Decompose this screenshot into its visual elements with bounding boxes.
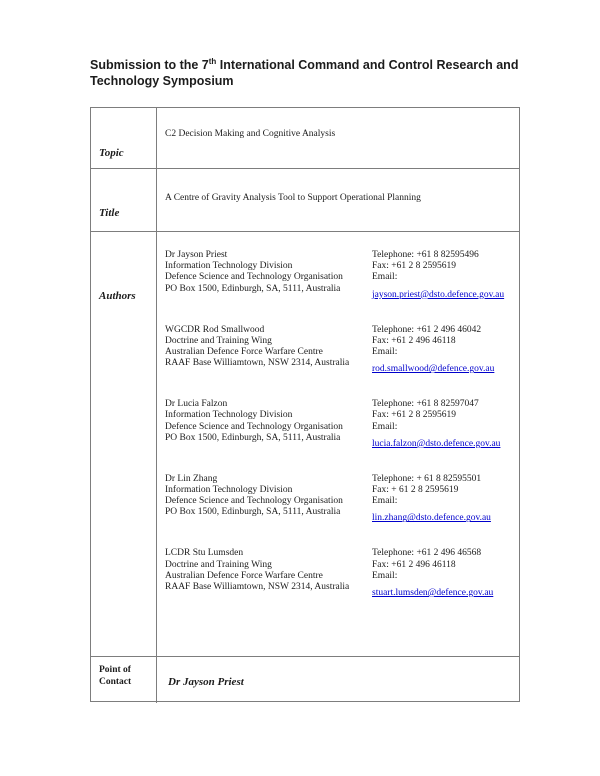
author-unit: Information Technology Division xyxy=(165,410,293,421)
author-organisation: Defence Science and Technology Organisation xyxy=(165,496,343,507)
email-link[interactable]: lucia.falzon@dsto.defence.gov.au xyxy=(372,438,501,449)
author-fax: Fax: +61 2 496 46118 xyxy=(372,335,456,346)
author-entry xyxy=(165,399,511,451)
author-entry xyxy=(165,474,511,526)
author-fax: Fax: +61 2 496 46118 xyxy=(372,559,456,570)
author-contact-block xyxy=(372,474,511,526)
title-value: A Centre of Gravity Analysis Tool to Support Operational Planning xyxy=(165,193,421,203)
author-email-label: Email: xyxy=(372,421,398,432)
author-telephone: Telephone: +61 8 82595496 xyxy=(372,250,479,260)
author-contact-block xyxy=(372,250,511,302)
author-unit: Doctrine and Training Wing xyxy=(165,559,272,570)
author-entry xyxy=(165,325,511,377)
author-unit: Information Technology Division xyxy=(165,261,293,272)
author-telephone: Telephone: +61 2 496 46042 xyxy=(372,324,482,335)
email-link[interactable]: jayson.priest@dsto.defence.gov.au xyxy=(372,289,505,300)
author-address: RAAF Base Williamtown, NSW 2314, Australia xyxy=(165,358,350,369)
email-link[interactable]: lin.zhang@dsto.defence.gov.au xyxy=(372,513,491,524)
author-affiliation-block xyxy=(165,250,372,302)
author-telephone: Telephone: + 61 8 82595501 xyxy=(372,473,482,484)
author-name: WGCDR Rod Smallwood xyxy=(165,324,265,335)
author-affiliation-block xyxy=(165,548,372,600)
row-label-contact: Point of Contact xyxy=(99,665,132,687)
contact-value: Dr Jayson Priest xyxy=(168,676,244,688)
author-organisation: Defence Science and Technology Organisation xyxy=(165,272,343,283)
title-text-rest: International Command and Control Research and Technology Symposium xyxy=(90,58,519,88)
author-organisation: Australian Defence Force Warfare Centre xyxy=(165,570,323,581)
author-address: PO Box 1500, Edinburgh, SA, 5111, Australia xyxy=(165,283,341,294)
topic-value: C2 Decision Making and Cognitive Analysis xyxy=(165,129,336,139)
author-entry xyxy=(165,548,511,600)
author-affiliation-block xyxy=(165,325,372,377)
author-fax: Fax: + 61 2 8 2595619 xyxy=(372,485,459,496)
contact-value-cell xyxy=(157,657,519,703)
row-label-title-cell xyxy=(91,169,157,232)
title-value-cell xyxy=(157,169,519,232)
email-link[interactable]: stuart.lumsden@defence.gov.au xyxy=(372,588,494,599)
author-name: Dr Lucia Falzon xyxy=(165,399,228,410)
row-label-authors: Authors xyxy=(99,290,136,302)
row-label-topic: Topic xyxy=(99,147,124,159)
author-email-label: Email: xyxy=(372,496,398,507)
author-contact-block xyxy=(372,325,511,377)
author-address: PO Box 1500, Edinburgh, SA, 5111, Australia xyxy=(165,507,341,518)
row-label-authors-cell xyxy=(91,232,157,657)
author-unit: Doctrine and Training Wing xyxy=(165,335,272,346)
author-telephone: Telephone: +61 2 496 46568 xyxy=(372,548,482,559)
author-fax: Fax: +61 2 8 2595619 xyxy=(372,261,456,272)
author-contact-block xyxy=(372,399,511,451)
document-title xyxy=(90,57,526,89)
author-telephone: Telephone: +61 8 82597047 xyxy=(372,399,479,410)
title-text: Submission to the 7 xyxy=(90,58,209,72)
author-address: RAAF Base Williamtown, NSW 2314, Australia xyxy=(165,582,350,593)
author-entry xyxy=(165,250,511,302)
authors-value-cell xyxy=(157,232,519,657)
author-email-label: Email: xyxy=(372,272,398,283)
author-fax: Fax: +61 2 8 2595619 xyxy=(372,410,456,421)
author-name: LCDR Stu Lumsden xyxy=(165,548,244,559)
author-organisation: Defence Science and Technology Organisation xyxy=(165,421,343,432)
author-organisation: Australian Defence Force Warfare Centre xyxy=(165,347,323,358)
topic-value-cell xyxy=(157,108,519,169)
submission-table xyxy=(90,107,520,702)
author-name: Dr Lin Zhang xyxy=(165,473,218,484)
row-label-contact-cell xyxy=(91,657,157,703)
title-superscript: th xyxy=(208,56,217,66)
author-email-label: Email: xyxy=(372,347,398,358)
author-affiliation-block xyxy=(165,474,372,526)
author-email-label: Email: xyxy=(372,570,398,581)
author-contact-block xyxy=(372,548,511,600)
author-affiliation-block xyxy=(165,399,372,451)
author-address: PO Box 1500, Edinburgh, SA, 5111, Australia xyxy=(165,432,341,443)
email-link[interactable]: rod.smallwood@defence.gov.au xyxy=(372,364,495,375)
row-label-title: Title xyxy=(99,207,120,219)
row-label-topic-cell xyxy=(91,108,157,169)
author-name: Dr Jayson Priest xyxy=(165,250,228,260)
author-unit: Information Technology Division xyxy=(165,485,293,496)
